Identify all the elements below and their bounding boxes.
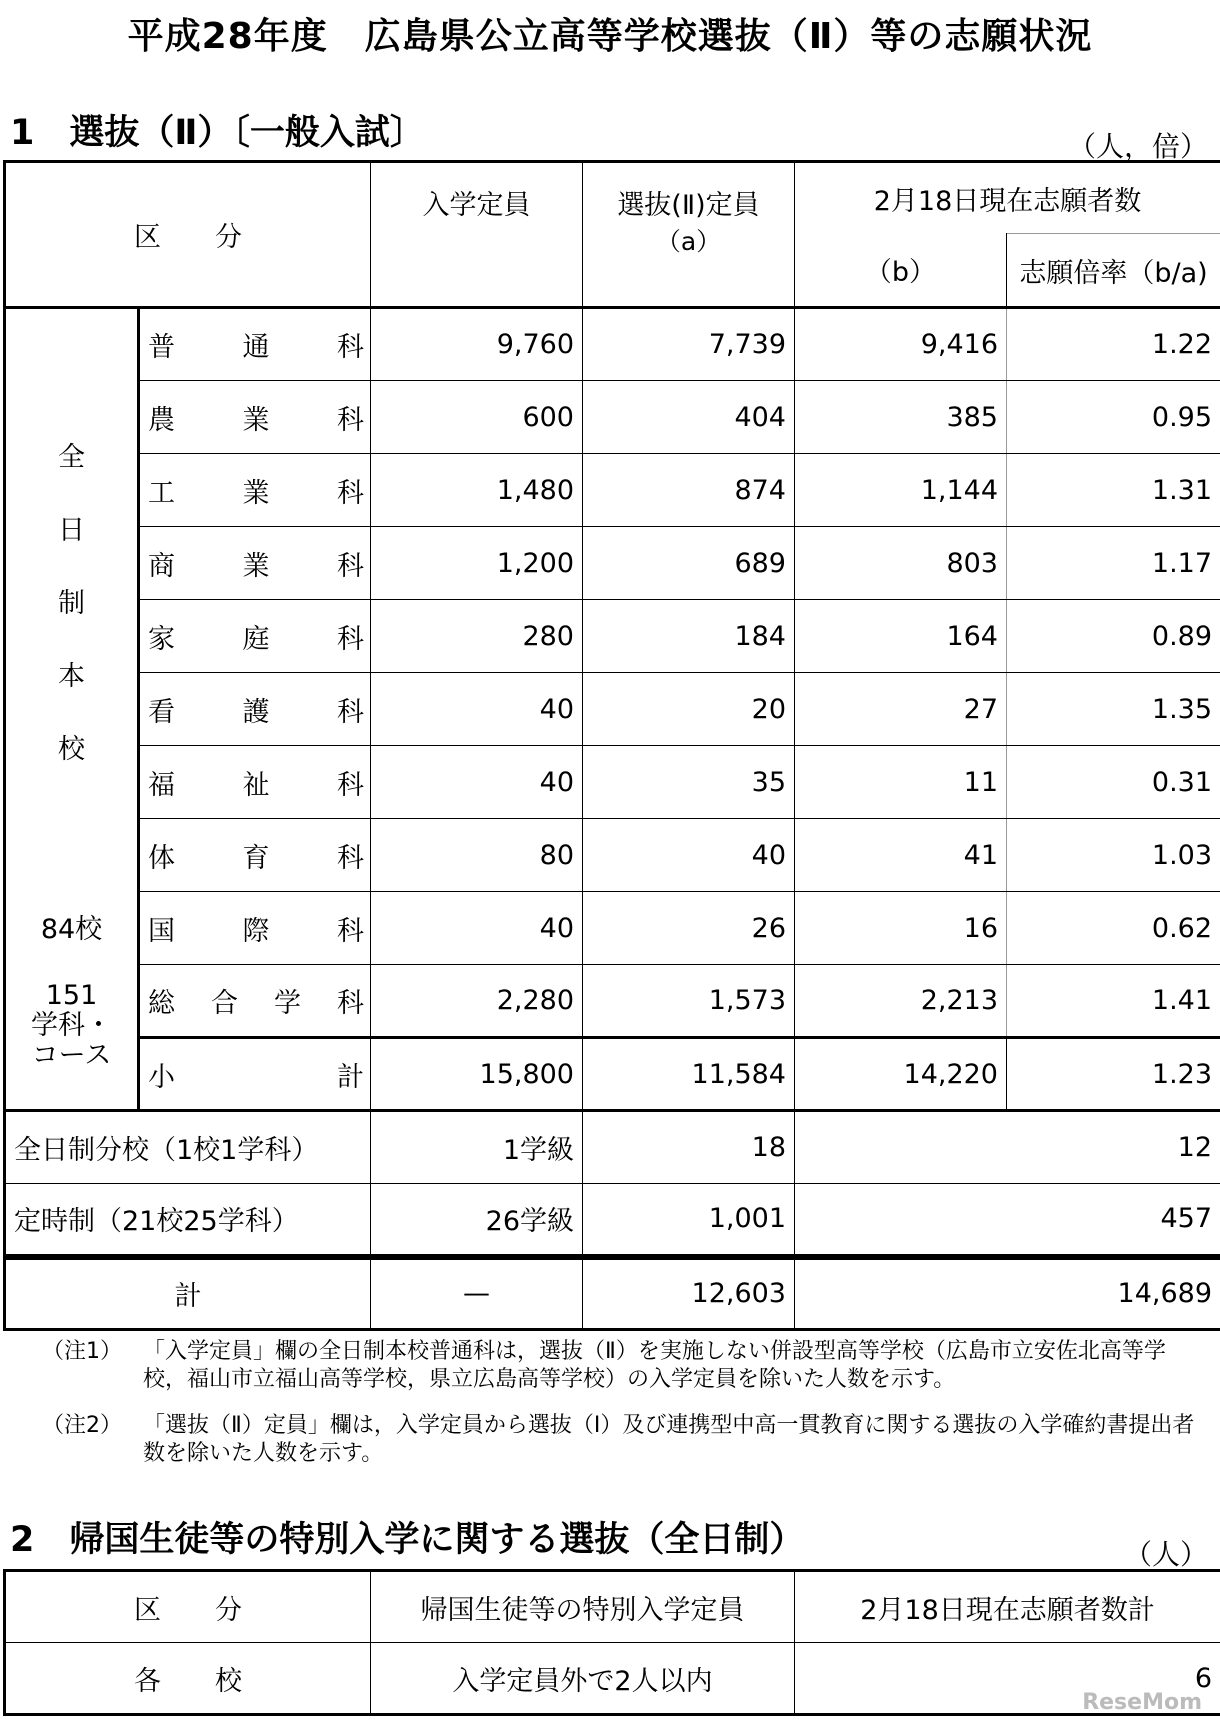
ratio-value: 1.17 — [1007, 527, 1220, 600]
header-ratio: 志願倍率（b/a) — [1007, 234, 1220, 308]
selection-capacity-value: 35 — [583, 746, 795, 819]
parttime-row-applicants: 457 — [795, 1184, 1220, 1257]
header-selection-capacity-sub: （a） — [655, 227, 722, 256]
section2-unit: （人） — [1123, 1538, 1208, 1571]
selection-capacity-value: 184 — [583, 600, 795, 673]
group-courses: コース — [31, 1040, 112, 1071]
capacity-value: 1,480 — [371, 454, 583, 527]
capacity-value: 40 — [371, 746, 583, 819]
s2-row-applicants: 6 — [795, 1643, 1220, 1715]
applicants-value: 9,416 — [795, 308, 1007, 381]
dept-name: 総 合 学 科 — [139, 965, 371, 1038]
table-row — [5, 965, 1220, 1038]
s2-header-applicants: 2月18日現在志願者数計 — [795, 1571, 1220, 1643]
ratio-value: 1.31 — [1007, 454, 1220, 527]
dept-name: 普 通 科 — [139, 308, 371, 381]
table-row — [5, 746, 1220, 819]
s2-row-capacity: 入学定員外で2人以内 — [371, 1643, 795, 1715]
subtotal-capacity: 15,800 — [371, 1038, 583, 1111]
selection-capacity-value: 689 — [583, 527, 795, 600]
section2-heading: 2 帰国生徒等の特別入学に関する選抜（全日制） — [10, 1520, 805, 1560]
parttime-row-selection: 1,001 — [583, 1184, 795, 1257]
dept-name: 工 業 科 — [139, 454, 371, 527]
subtotal-row — [5, 1038, 1220, 1111]
dept-name: 商 業 科 — [139, 527, 371, 600]
selection-capacity-value: 26 — [583, 892, 795, 965]
s2-header-capacity: 帰国生徒等の特別入学定員 — [371, 1571, 795, 1643]
table-row — [5, 527, 1220, 600]
capacity-value: 280 — [371, 600, 583, 673]
group-schools: 84校 — [40, 914, 103, 945]
dept-name: 看 護 科 — [139, 673, 371, 746]
table-row — [5, 600, 1220, 673]
page-title: 平成28年度 広島県公立高等学校選抜（Ⅱ）等の志願状況 — [127, 16, 1093, 57]
applicants-value: 385 — [795, 381, 1007, 454]
section1-heading: 1 選抜（Ⅱ）〔一般入試〕 — [10, 113, 425, 153]
group-label-fulltime: 全 日 制 本 校 84校 151 学科・ コース — [5, 308, 139, 1111]
section2-table — [3, 1569, 1220, 1716]
applicants-value: 16 — [795, 892, 1007, 965]
header-applicants: （b） — [795, 234, 1007, 308]
parttime-row-capacity: 26学級 — [371, 1184, 583, 1257]
header-selection-capacity-label: 選抜(Ⅱ)定員 — [617, 190, 760, 221]
selection-capacity-value: 404 — [583, 381, 795, 454]
section1-unit: （人，倍） — [1067, 130, 1208, 163]
selection-capacity-value: 874 — [583, 454, 795, 527]
selection-capacity-value: 20 — [583, 673, 795, 746]
header-selection-capacity — [583, 162, 795, 308]
applicants-value: 27 — [795, 673, 1007, 746]
selection-capacity-value: 40 — [583, 819, 795, 892]
header-capacity: 入学定員 — [371, 162, 583, 308]
branch-row — [5, 1111, 1220, 1184]
dept-name: 体 育 科 — [139, 819, 371, 892]
table-row — [5, 308, 1220, 381]
selection-capacity-value: 7,739 — [583, 308, 795, 381]
capacity-value: 40 — [371, 673, 583, 746]
dept-name: 家 庭 科 — [139, 600, 371, 673]
capacity-value: 9,760 — [371, 308, 583, 381]
subtotal-ratio: 1.23 — [1007, 1038, 1220, 1111]
capacity-value: 80 — [371, 819, 583, 892]
capacity-value: 40 — [371, 892, 583, 965]
table-row — [5, 454, 1220, 527]
applicants-value: 2,213 — [795, 965, 1007, 1038]
group-courses: 151 — [45, 980, 98, 1011]
header-applicants-group: 2月18日現在志願者数 — [795, 162, 1220, 234]
applicants-value: 803 — [795, 527, 1007, 600]
ratio-value: 1.03 — [1007, 819, 1220, 892]
capacity-value: 600 — [371, 381, 583, 454]
ratio-value: 0.89 — [1007, 600, 1220, 673]
table-row — [5, 673, 1220, 746]
ratio-value: 1.22 — [1007, 308, 1220, 381]
ratio-value: 1.41 — [1007, 965, 1220, 1038]
note-1-key: （注1） — [42, 1339, 122, 1364]
s2-row-name: 各 校 — [5, 1643, 371, 1715]
applicants-value: 164 — [795, 600, 1007, 673]
total-applicants: 14,689 — [795, 1257, 1220, 1330]
table-row — [5, 381, 1220, 454]
note-2-text: 「選抜（Ⅱ）定員」欄は，入学定員から選抜（Ⅰ）及び連携型中高一貫教育に関する選抜の入学確約書提出者数を除いた人数を示す。 — [143, 1413, 1195, 1466]
capacity-value: 2,280 — [371, 965, 583, 1038]
subtotal-applicants: 14,220 — [795, 1038, 1007, 1111]
branch-row-capacity: 1学級 — [371, 1111, 583, 1184]
parttime-row-label: 定時制（21校25学科） — [5, 1184, 371, 1257]
subtotal-label: 小 計 — [139, 1038, 371, 1111]
note-2-key: （注2） — [42, 1413, 122, 1438]
watermark-logo: ReseMom — [1082, 1690, 1202, 1715]
branch-row-selection: 18 — [583, 1111, 795, 1184]
table-row — [5, 819, 1220, 892]
parttime-row — [5, 1184, 1220, 1257]
dept-name: 福 祉 科 — [139, 746, 371, 819]
branch-row-label: 全日制分校（1校1学科） — [5, 1111, 371, 1184]
total-row — [5, 1257, 1220, 1330]
group-courses: 学科・ — [31, 1010, 112, 1041]
s2-header-category: 区 分 — [5, 1571, 371, 1643]
dept-name: 農 業 科 — [139, 381, 371, 454]
ratio-value: 0.62 — [1007, 892, 1220, 965]
applicants-value: 41 — [795, 819, 1007, 892]
subtotal-selection: 11,584 — [583, 1038, 795, 1111]
total-selection: 12,603 — [583, 1257, 795, 1330]
total-capacity: — — [371, 1257, 583, 1330]
selection-capacity-value: 1,573 — [583, 965, 795, 1038]
note-1-text: 「入学定員」欄の全日制本校普通科は，選抜（Ⅱ）を実施しない併設型高等学校（広島市立安佐北高等学校，福山市立福山高等学校，県立広島高等学校）の入学定員を除いた人数を示す。 — [143, 1339, 1166, 1392]
dept-name: 国 際 科 — [139, 892, 371, 965]
capacity-value: 1,200 — [371, 527, 583, 600]
ratio-value: 1.35 — [1007, 673, 1220, 746]
total-label: 計 — [5, 1257, 371, 1330]
ratio-value: 0.95 — [1007, 381, 1220, 454]
applicants-value: 1,144 — [795, 454, 1007, 527]
table-row — [5, 892, 1220, 965]
applicants-value: 11 — [795, 746, 1007, 819]
header-category: 区 分 — [5, 162, 371, 308]
branch-row-applicants: 12 — [795, 1111, 1220, 1184]
section1-table — [3, 160, 1220, 1331]
ratio-value: 0.31 — [1007, 746, 1220, 819]
